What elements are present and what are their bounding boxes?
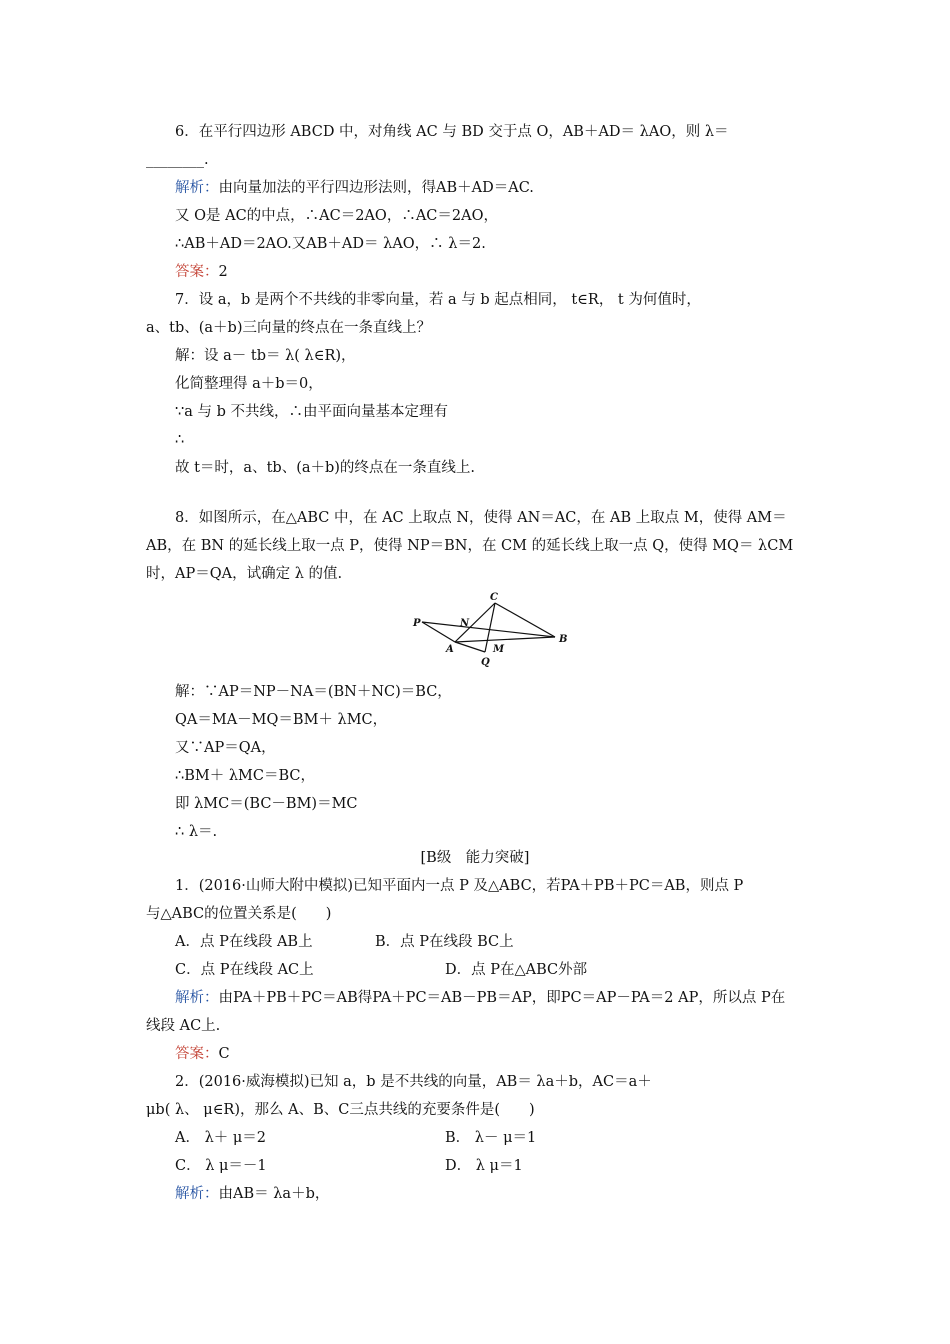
label-n: N <box>460 618 470 629</box>
segment-ab <box>455 637 555 642</box>
label-p: P <box>413 618 421 629</box>
q7-solution-4: ∴ <box>175 432 185 448</box>
b1-analysis-2: 线段 AC上. <box>146 1018 221 1034</box>
q8-solution-3: 又∵AP＝QA， <box>175 740 276 756</box>
b1-option-b: B．点 P在线段 BC上 <box>375 934 514 950</box>
b2-analysis-1: 解析：由AB＝ λa＋b， <box>175 1186 330 1202</box>
b1-analysis-1: 解析：由PA＋PB＋PC＝AB得PA＋PC＝AB－PB＝AP，即PC＝AP－PA＝2 AP，所以点 P在 <box>175 990 786 1006</box>
q6-line-2: ________. <box>146 152 209 168</box>
q7-solution-3: ∵a 与 b 不共线，∴由平面向量基本定理有 <box>175 404 448 420</box>
q8-line-3: 时，AP＝QA，试确定 λ 的值. <box>146 566 343 582</box>
triangle-figure <box>405 590 580 680</box>
q8-line-2: AB，在 BN 的延长线上取一点 P，使得 NP＝BN，在 CM 的延长线上取一点 Q，使得 MQ＝ λCM <box>146 538 794 554</box>
segment-aq <box>455 642 485 652</box>
b2-line-1: 2．(2016·威海模拟)已知 a，b 是不共线的向量，AB＝ λa＋b，AC＝a＋ <box>175 1074 652 1090</box>
analysis-label: 解析： <box>175 1186 219 1202</box>
b2-line-2: μb( λ、 μ∈R)，那么 A、B、C三点共线的充要条件是( ) <box>146 1102 535 1118</box>
b2-option-d: D． λ μ＝1 <box>445 1158 523 1174</box>
label-a: A <box>446 644 454 655</box>
analysis-label: 解析： <box>175 990 219 1006</box>
q8-line-1: 8．如图所示，在△ABC 中，在 AC 上取点 N，使得 AN＝AC，在 AB 上取点 M，使得 AM＝ <box>175 510 787 526</box>
q7-line-1: 7．设 a，b 是两个不共线的非零向量，若 a 与 b 起点相同， t∈R， t 为何值时， <box>175 292 701 308</box>
section-heading-b: [B级 能力突破] <box>420 850 530 866</box>
answer-label: 答案： <box>175 264 219 280</box>
q8-solution-6: ∴ λ＝. <box>175 824 218 840</box>
answer-label: 答案： <box>175 1046 219 1062</box>
q6-analysis-1: 解析：由向量加法的平行四边形法则，得AB＋AD＝AC. <box>175 180 534 196</box>
q8-solution-5: 即 λMC＝(BC－BM)＝MC <box>175 796 358 812</box>
q7-solution-2: 化简整理得 a＋b＝0， <box>175 376 323 392</box>
b1-option-c: C．点 P在线段 AC上 <box>175 962 314 978</box>
q7-solution-5: 故 t＝时，a、tb、(a＋b)的终点在一条直线上. <box>175 460 476 476</box>
q8-solution-2: QA＝MA－MQ＝BM＋ λMC， <box>175 712 388 728</box>
label-q: Q <box>481 657 490 668</box>
segment-bc <box>495 603 555 637</box>
b1-line-1: 1．(2016·山师大附中模拟)已知平面内一点 P 及△ABC，若PA＋PB＋PC＝AB，则点 P <box>175 878 744 894</box>
q7-solution-1: 解：设 a－ tb＝ λ( λ∈R)， <box>175 348 356 364</box>
q8-solution-1: 解：∵AP＝NP－NA＝(BN＋NC)＝BC， <box>175 684 452 700</box>
b1-option-a: A．点 P在线段 AB上 <box>175 934 313 950</box>
b1-option-d: D．点 P在△ABC外部 <box>445 962 588 978</box>
label-m: M <box>493 644 505 655</box>
label-b: B <box>559 634 568 645</box>
b2-option-c: C． λ μ＝－1 <box>175 1158 267 1174</box>
b2-option-a: A． λ＋ μ＝2 <box>175 1130 267 1146</box>
b1-answer: 答案：C <box>175 1046 230 1062</box>
b2-option-b: B． λ－ μ＝1 <box>445 1130 537 1146</box>
analysis-label: 解析： <box>175 180 219 196</box>
b1-line-2: 与△ABC的位置关系是( ) <box>146 906 332 922</box>
q6-answer: 答案：2 <box>175 264 228 280</box>
q7-line-2: a、tb、(a＋b)三向量的终点在一条直线上？ <box>146 320 431 336</box>
q6-analysis-2: 又 O是 AC的中点，∴AC＝2AO，∴AC＝2AO， <box>175 208 498 224</box>
q6-line-1: 6．在平行四边形 ABCD 中，对角线 AC 与 BD 交于点 O，AB＋AD＝ λAO，则 λ＝ <box>175 124 729 140</box>
label-c: C <box>490 592 498 603</box>
q8-solution-4: ∴BM＋ λMC＝BC， <box>175 768 315 784</box>
q6-analysis-3: ∴AB＋AD＝2AO.又AB＋AD＝ λAO，∴ λ＝2. <box>175 236 486 252</box>
